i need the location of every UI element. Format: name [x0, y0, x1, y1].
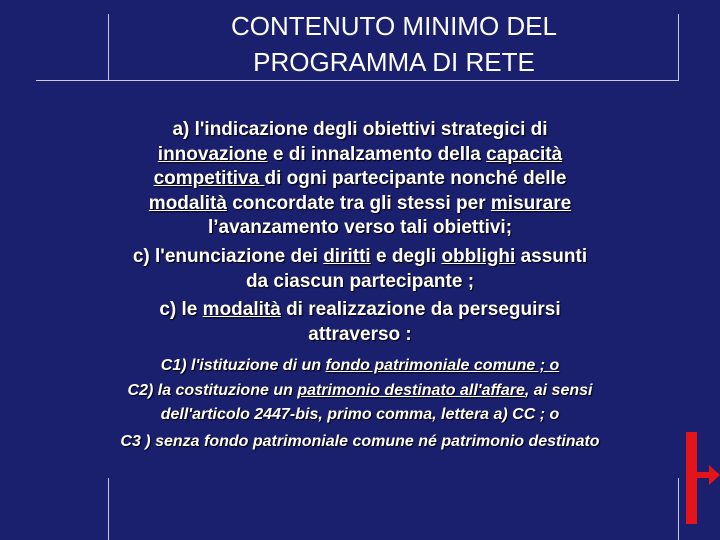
text-segment: assunti	[515, 245, 588, 267]
body-line	[40, 216, 680, 241]
text-segment: e di innalzamento della	[267, 143, 487, 165]
sub-line	[40, 427, 680, 457]
underlined-term: modalità	[148, 192, 227, 214]
text-segment: c) le	[159, 299, 203, 321]
body-line	[40, 270, 680, 295]
underlined-term: capacità	[486, 143, 563, 165]
slide-body	[40, 118, 680, 457]
text-segment: di ogni partecipante nonché delle	[264, 168, 567, 190]
text-segment: C3 ) senza fondo patrimoniale comune né patrimonio destinato	[120, 433, 600, 451]
sub-line	[40, 353, 680, 379]
underlined-term: diritti	[323, 245, 371, 267]
body-line	[40, 167, 680, 192]
text-segment: concordate tra gli stessi per	[226, 192, 491, 214]
underlined-term: misurare	[490, 192, 572, 214]
underlined-term: patrimonio destinato all'affare	[297, 382, 525, 400]
underlined-term: fondo patrimoniale comune ; o	[325, 357, 560, 375]
right-vertical-rule-top	[678, 14, 679, 80]
text-segment: da ciascun partecipante ;	[245, 270, 475, 292]
text-segment: C1) l'istituzione di un	[160, 357, 326, 375]
left-vertical-rule-top	[108, 14, 109, 80]
underlined-term: modalità	[202, 299, 281, 321]
text-segment: , ai sensi	[524, 382, 593, 400]
text-segment: C2) la costituzione un	[127, 382, 298, 400]
text-segment: di realizzazione da perseguirsi	[280, 299, 561, 321]
text-segment: e degli	[370, 245, 442, 267]
text-segment: l’avanzamento verso tali obiettivi;	[207, 217, 513, 239]
body-line	[40, 245, 680, 270]
exit-arrow-icon[interactable]	[680, 432, 720, 524]
text-segment: attraverso :	[308, 323, 412, 345]
sub-line	[40, 379, 680, 403]
body-line	[40, 323, 680, 348]
right-vertical-rule-bottom	[678, 478, 679, 540]
slide-title	[110, 8, 678, 80]
underlined-term: obblighi	[441, 245, 516, 267]
text-segment: a) l'indicazione degli obiettivi strategici di	[172, 119, 548, 140]
sub-line	[40, 403, 680, 427]
title-line-2: PROGRAMMA DI RETE	[253, 47, 535, 77]
title-underline-rule	[36, 80, 679, 81]
underlined-term: innovazione	[157, 143, 268, 165]
text-segment: c) l'enunciazione dei	[132, 245, 324, 267]
body-line	[40, 118, 680, 143]
text-segment: dell'articolo 2447-bis, primo comma, lettera a) CC ; o	[160, 406, 560, 424]
title-line-1: CONTENUTO MINIMO DEL	[231, 11, 557, 41]
body-line	[40, 192, 680, 217]
underlined-term: competitiva	[153, 168, 265, 190]
left-vertical-rule-bottom	[108, 478, 109, 540]
body-line	[40, 298, 680, 323]
body-line	[40, 143, 680, 168]
